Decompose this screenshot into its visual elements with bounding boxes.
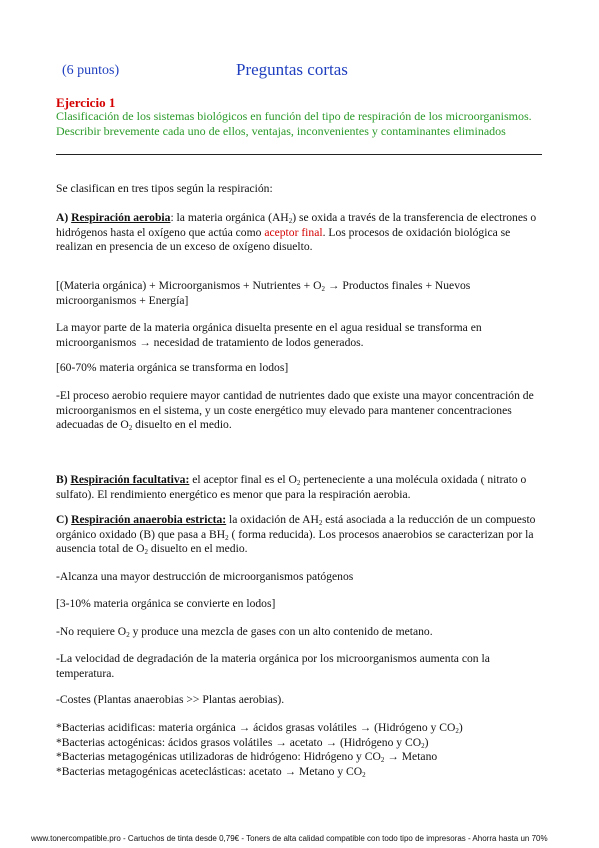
exercise-title: Ejercicio 1: [56, 95, 116, 110]
point-text: y produce una mezcla de gases con un alto contenido de metano.: [129, 625, 433, 638]
aerobia-prefix: A): [56, 211, 69, 224]
intro-text: Se clasifican en tres tipos según la respiración:: [56, 182, 273, 195]
para-text: disuelto en el medio.: [132, 418, 232, 431]
subscript: 2: [288, 217, 293, 225]
facultativa-text: el aceptor final es el O: [189, 473, 297, 486]
subscript: 2: [380, 756, 385, 764]
para-text: -El proceso aerobio requiere mayor cantidad de nutrientes dado que existe una mayor concentración de microorganismos en el sistema, y un coste energético muy elevado para mantener concentraciones adecuadas de O: [56, 389, 534, 431]
anaerobia-point-4: -La velocidad de degradación de la materia orgánica por los microorganismos aumenta con la temperatura.: [56, 652, 490, 680]
aceptor-final-highlight: aceptor final: [264, 225, 323, 239]
equation-text: [(Materia orgánica) + Microorganismos + Nutrientes + O: [56, 279, 322, 292]
bacteria-text: *Bacterias acidificas: materia orgánica → ácidos grasas volátiles → (Hidrógeno y CO: [56, 721, 456, 734]
facultativa-prefix: B): [56, 473, 68, 486]
aerobia-text: . Los procesos de oxidación biológica se realizan en presencia de un exceso de oxígeno disuelto.: [56, 225, 511, 253]
aerobia-paragraph: [56, 211, 544, 255]
anaerobia-text: disuelto en el medio.: [148, 542, 248, 555]
bacteria-item: [56, 765, 544, 780]
anaerobia-paragraph: [56, 513, 544, 557]
aerobia-text: ) se oxida a través de la transferencia de electrones o hidrógenos hasta el oxígeno que actúa como: [56, 211, 537, 239]
bacteria-text: ): [424, 735, 429, 749]
point-text: -No requiere O: [56, 625, 127, 638]
footer-ad-link[interactable]: www.tonercompatible.pro - Cartuchos de tinta desde 0,79€ - Toners de alta calidad compatible con todo tipo de impresoras - Ahorra hasta un 70%: [31, 834, 548, 843]
bacteria-text: ): [458, 721, 463, 734]
facultativa-heading: Respiración facultativa:: [70, 473, 190, 486]
anaerobia-point-3: [56, 625, 544, 640]
subscript: 2: [318, 519, 323, 527]
bacteria-item: [56, 736, 544, 751]
subscript: 2: [128, 424, 133, 432]
anaerobia-text: ( forma reducida). Los procesos anaerobios se caracterizan por la ausencia total de O: [56, 527, 534, 555]
bacteria-text: *Bacterias metagogénicas utilizadoras de hidrógeno: Hidrógeno y CO: [56, 750, 381, 763]
facultativa-paragraph: [56, 473, 544, 502]
aerobia-para-3: [56, 389, 544, 433]
facultativa-text: perteneciente a una molécula oxidada ( nitrato o sulfato). El rendimiento energético es menor que para la respiración aerobia.: [56, 473, 527, 501]
aerobia-para-2: [60-70% materia orgánica se transforma en lodos]: [56, 361, 289, 374]
bacteria-item: [56, 721, 544, 736]
aerobia-text: : la materia orgánica (AH: [170, 211, 289, 224]
subscript: 2: [296, 479, 301, 487]
subscript: 2: [362, 770, 366, 779]
exercise-description: Clasificación de los sistemas biológicos en función del tipo de respiración de los microorganismos. Describir brevemente cada uno de ellos, ventajas, inconvenientes y contaminantes eliminados: [56, 109, 532, 138]
subscript: 2: [321, 285, 325, 293]
divider: [56, 154, 542, 155]
aerobia-heading: Respiración aerobia: [71, 211, 171, 224]
points-label: (6 puntos): [62, 63, 120, 78]
anaerobia-heading: Respiración anaerobia estricta:: [71, 513, 227, 526]
page-title: Preguntas cortas: [236, 60, 348, 79]
subscript: 2: [144, 548, 149, 556]
bacteria-text: → Metano: [384, 750, 438, 763]
anaerobia-text: la oxidación de AH: [226, 513, 319, 526]
bacteria-text: *Bacterias actogénicas: ácidos grasos volátiles → acetato → (Hidrógeno y CO: [56, 735, 422, 749]
anaerobia-point-5: -Costes (Plantas anaerobias >> Plantas aerobias).: [56, 693, 285, 706]
subscript: 2: [421, 741, 425, 750]
anaerobia-point-1: -Alcanza una mayor destrucción de microorganismos patógenos: [56, 570, 354, 583]
anaerobia-prefix: C): [56, 513, 69, 526]
subscript: 2: [455, 727, 459, 735]
bacteria-text: *Bacterias metagogénicas aceteclásticas: acetato → Metano y CO: [56, 764, 363, 778]
equation-text: → Productos finales + Nuevos microorganismos + Energía]: [56, 279, 471, 307]
subscript: 2: [126, 631, 130, 639]
subscript: 2: [225, 533, 229, 542]
aerobia-equation: [56, 279, 544, 308]
aerobia-para-1: La mayor parte de la materia orgánica disuelta presente en el agua residual se transforma en microorganismos → necesidad de tratamiento de lodos generados.: [56, 321, 482, 349]
anaerobia-text: está asociada a la reducción de un compuesto orgánico oxidado (B) que pasa a BH: [56, 513, 536, 541]
bacteria-item: [56, 750, 544, 765]
bacteria-list: [56, 721, 544, 779]
anaerobia-point-2: [3-10% materia orgánica se convierte en lodos]: [56, 597, 276, 610]
